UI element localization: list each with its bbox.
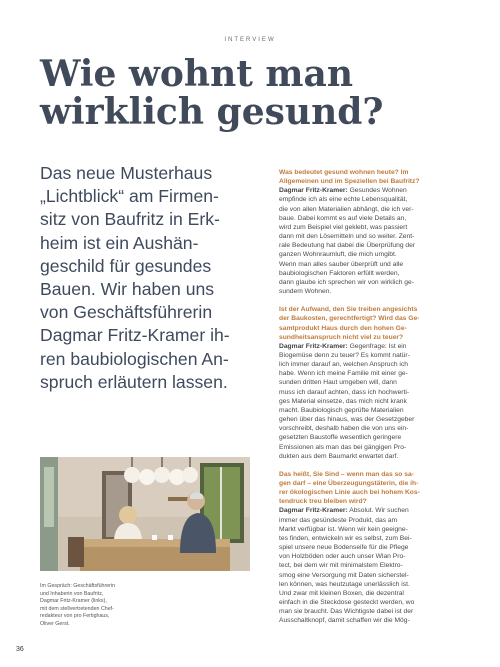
lead-line: „Lichtblick“ am Firmen-: [40, 186, 219, 207]
page-number: 36: [16, 646, 24, 653]
answer-line: Emissionen als man das bei gängigen Pro-: [279, 443, 407, 451]
answer-line: ganzen Wohnraumluft, die mich umgibt.: [279, 251, 397, 259]
interview-scene-illustration: [40, 457, 250, 571]
photo-caption: [40, 583, 160, 629]
answer-line: immer das gesündeste Produkt, das am: [279, 516, 398, 524]
answer-line: Und zwar mit kleinen Boxen, die dezentral: [279, 589, 404, 597]
answer-line: tect, bei dem wir mit minimalstem Elektro-: [279, 562, 403, 570]
answer-line: spiel unsere neue Bodenseife für die Pflege: [279, 544, 409, 552]
question-line: tendruck treu bleiben wird?: [279, 498, 367, 506]
answer-first-line: [279, 506, 479, 515]
caption-line: redakteur von pro Fertighaus,: [40, 613, 110, 620]
caption-line: und Inhaberin von Baufritz,: [40, 590, 104, 597]
lead-line: sitz von Baufritz in Erk-: [40, 209, 220, 230]
answer-line: wird zum Beispiel viel geklebt, was passiert: [279, 223, 408, 231]
article-title: [40, 55, 480, 131]
answer-text: Gesundes Wohnen: [347, 187, 407, 195]
answer-line: lich immer darauf an, welchen Anspruch ich: [279, 361, 408, 369]
answer-line: smog eine Versorgung mit Daten sicherstel-: [279, 571, 409, 579]
speaker-label: Dagmar Fritz-Kramer:: [279, 342, 348, 350]
answer-line: sunden dritten Haut umgeben will, dann: [279, 379, 397, 387]
caption-line: Dagmar Fritz-Kramer (links),: [40, 598, 107, 605]
answer-line: baue. Dabei kommt es auf viele Details an,: [279, 214, 407, 222]
lead-line: Das neue Musterhaus: [40, 163, 213, 183]
answer-line: len können, was heutzutage unerlässlich ist.: [279, 580, 410, 588]
answer-line: rale Bedeutung hat dabei die Überprüfung der: [279, 242, 416, 250]
answer-line: Wenn man alles sauber überprüft und alle: [279, 260, 404, 268]
answer-line: tes finden, entwickeln wir es selbst, zum Bei-: [279, 534, 412, 542]
interview-block-1: [279, 168, 479, 296]
caption-line: Oliver Gerst.: [40, 620, 70, 627]
answer-line: die von allen Materialien abhängt, die ich ver-: [279, 205, 414, 213]
answer-line: sundem Wohnen.: [279, 288, 332, 296]
question-line: der Baukosten, gerechtfertigt? Wird das Ge-: [279, 315, 420, 323]
answer-line: man sie braucht. Das Wichtigste dabei ist der: [279, 608, 414, 616]
question-line: Ist der Aufwand, den Sie treiben angesichts: [279, 306, 418, 314]
answer-line: vorschreibt, deshalb haben die von uns ein-: [279, 425, 409, 433]
answer-line: dukten aus dem Baumarkt erwartet darf.: [279, 452, 399, 460]
answer-first-line: [279, 342, 479, 351]
answer-line: einfach in die Steckdose gesteckt werden, wo: [279, 599, 415, 607]
lead-line: Dagmar Fritz-Kramer ih-: [40, 325, 230, 346]
answer-line: muss ich darauf achten, dass ich hochwerti-: [279, 388, 410, 396]
question-line: Allgemeinen und im Speziellen bei Baufritz?: [279, 178, 420, 186]
answer-line: dann mit den Lösemitteln und so weiter. Zent-: [279, 233, 415, 241]
lead-line: ren baubiologischen An-: [40, 348, 229, 369]
question-line: sundheitsanspruch nicht viel zu teuer?: [279, 333, 404, 341]
answer-line: ges Material einsetze, das mich nicht krank: [279, 397, 407, 405]
answer-text: Gegenfrage: Ist ein: [347, 342, 407, 350]
lead-line: Bauen. Wir haben uns: [40, 279, 215, 300]
lead-line: geschild für gesundes: [40, 255, 212, 276]
answer-line: gesetzten Baustoffe wesentlich geringere: [279, 434, 402, 442]
interview-block-3: [279, 470, 479, 626]
title-line-2: wirklich gesund?: [40, 91, 384, 133]
question-line: Was bedeutet gesund wohnen heute? Im: [279, 169, 409, 176]
answer-line: gehen über das hinaus, was der Gesetzgeber: [279, 416, 415, 424]
question-line: Das heißt, Sie Sind – wenn man das so sa-: [279, 470, 414, 478]
answer-line: von Holzböden oder auch unser Wlan Pro-: [279, 553, 406, 561]
answer-line: dann glaube ich sprechen wir von wirklich ge-: [279, 278, 414, 286]
lead-line: spruch erläutern lassen.: [40, 371, 228, 392]
answer-first-line: [279, 186, 479, 195]
speaker-label: Dagmar Fritz-Kramer:: [279, 507, 348, 515]
title-line-1: Wie wohnt man: [40, 53, 354, 95]
question-line: rer ökologischen Linie auch bei hohem Kos-: [279, 489, 420, 497]
interview-block-2: [279, 305, 479, 461]
answer-line: macht. Baubiologisch geprüfte Materialien: [279, 406, 404, 414]
answer-line: Markt verfügbar ist. Wenn wir kein geeigne-: [279, 525, 408, 533]
answer-line: baubiologischen Faktoren erfüllt werden,: [279, 269, 400, 277]
caption-line: Im Gespräch: Geschäftsführerin: [40, 583, 116, 589]
lead-paragraph: [40, 162, 270, 394]
answer-text: Absolut. Wir suchen: [347, 507, 409, 515]
interview-body: [279, 168, 479, 635]
answer-line: Biogemüse denn zu teuer? Es kommt natür-: [279, 351, 410, 359]
caption-line: mit dem stellvertretenden Chef-: [40, 605, 114, 612]
lead-line: von Geschäftsführerin: [40, 302, 213, 323]
answer-line: empfinde ich als eine echte Lebensqualität,: [279, 196, 408, 204]
answer-line: Ausschaltknopf, damit schaffen wir die Mög-: [279, 617, 410, 625]
lead-line: heim ist ein Aushän-: [40, 232, 199, 253]
section-kicker: INTERVIEW: [224, 37, 276, 43]
answer-line: habe. Wenn ich meine Familie mit einer ge-: [279, 370, 408, 378]
speaker-label: Dagmar Fritz-Kramer:: [279, 187, 348, 195]
interview-photo: [40, 457, 250, 571]
question-line: gen darf – eine Überzeugungstäterin, die ih-: [279, 480, 419, 487]
question-line: samtprodukt Haus durch den hohen Ge-: [279, 324, 407, 332]
